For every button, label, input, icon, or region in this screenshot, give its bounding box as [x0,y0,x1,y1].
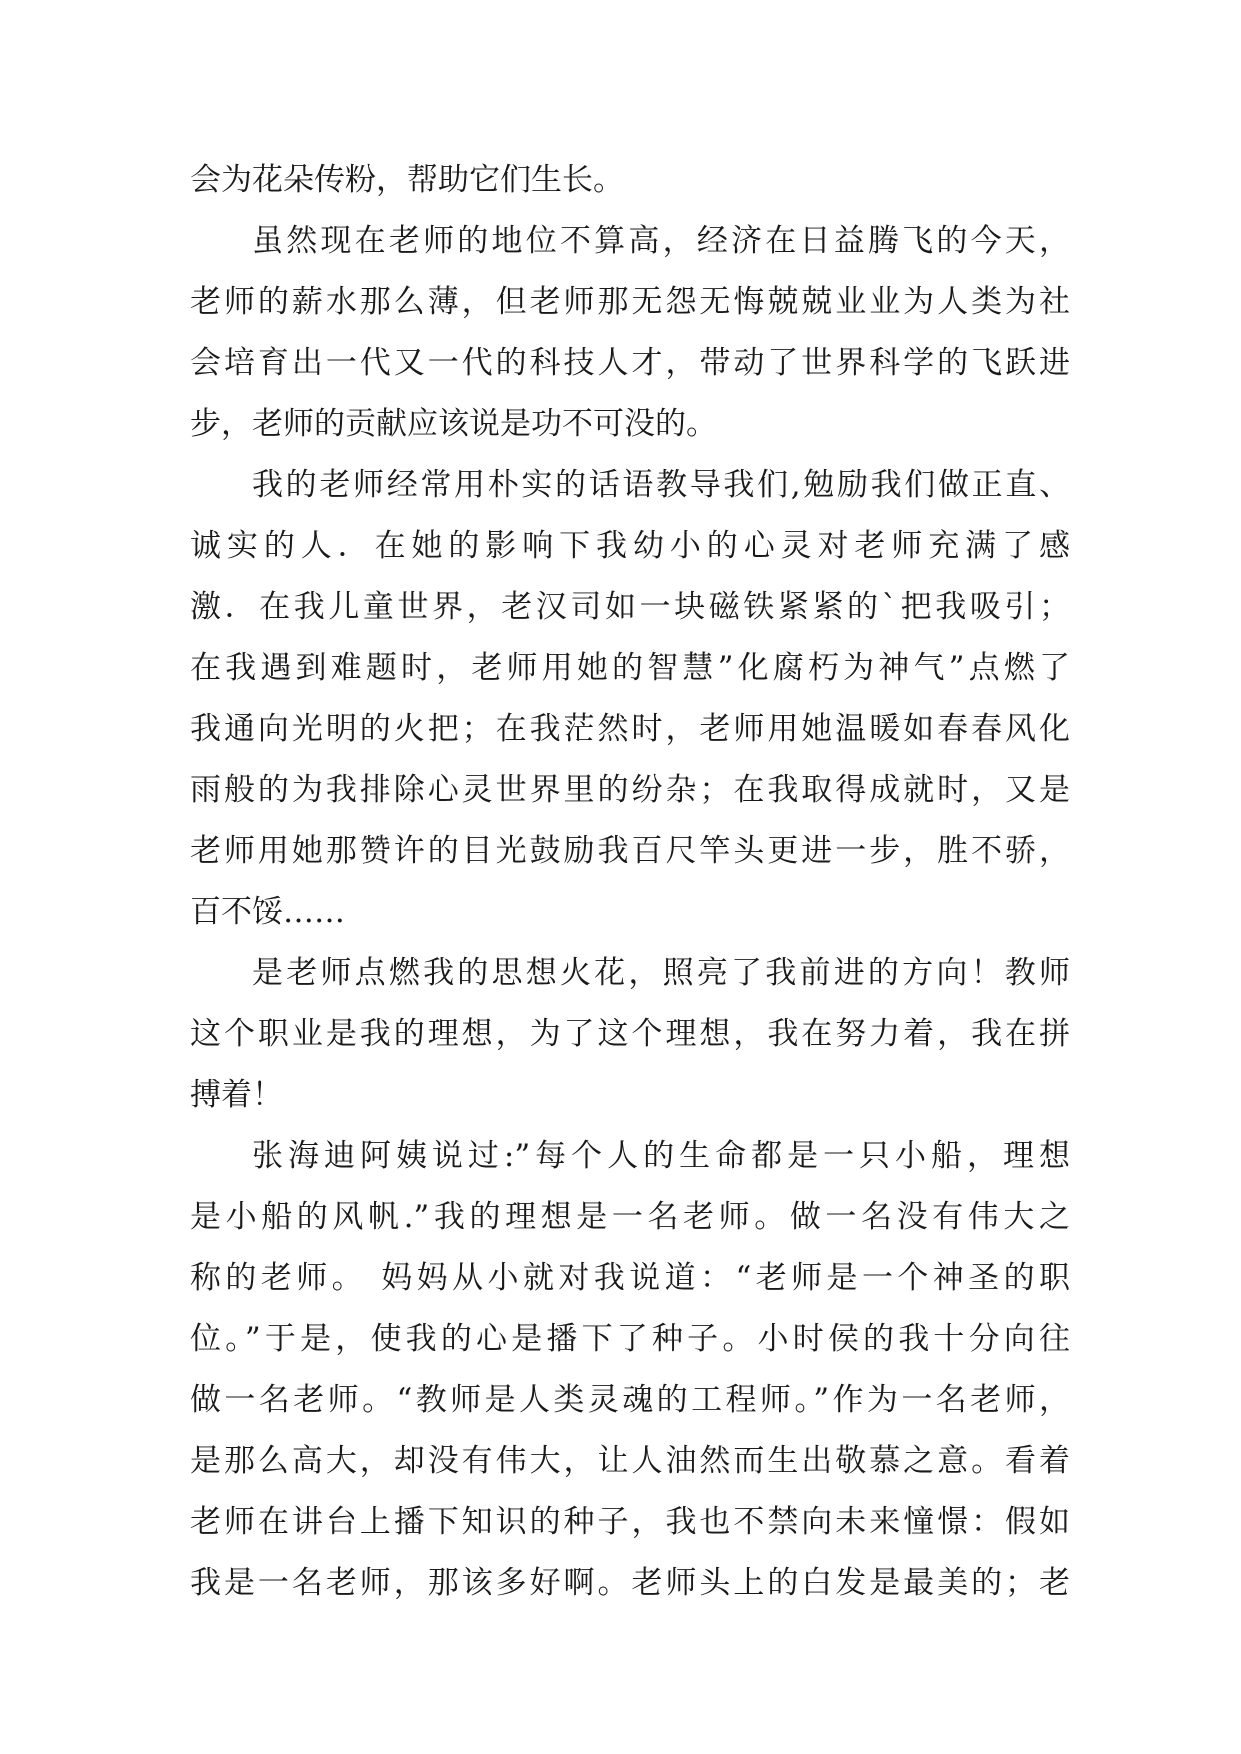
text-line: 老师用她那赞许的目光鼓励我百尺竿头更进一步，胜不骄， [190,833,1070,869]
paragraph-first-line: 是老师点燃我的思想火花，照亮了我前进的方向！教师 [252,955,1070,991]
text-line: 步，老师的贡献应该说是功不可没的。 [190,406,717,442]
text-line: 称的老师。 妈妈从小就对我说道：“老师是一个神圣的职 [190,1260,1070,1296]
text-line: 是那么高大，却没有伟大，让人油然而生出敬慕之意。看着 [190,1443,1070,1479]
text-line: 我通向光明的火把；在我茫然时，老师用她温暖如春春风化 [190,711,1070,747]
text-line: 诚实的人．在她的影响下我幼小的心灵对老师充满了感 [190,528,1070,564]
text-line: 我是一名老师，那该多好啊。老师头上的白发是最美的；老 [190,1565,1070,1601]
text-line: 做一名老师。“教师是人类灵魂的工程师。”作为一名老师， [190,1382,1070,1418]
text-line: 在我遇到难题时，老师用她的智慧”化腐朽为神气”点燃了 [190,650,1070,686]
text-line: 这个职业是我的理想，为了这个理想，我在努力着，我在拼 [190,1016,1070,1052]
text-line: 百不馁…… [190,894,345,930]
text-line: 激．在我儿童世界，老汉司如一块磁铁紧紧的`把我吸引； [190,589,1070,625]
text-line: 是小船的风帆.”我的理想是一名老师。做一名没有伟大之 [190,1199,1070,1235]
text-line: 老师的薪水那么薄，但老师那无怨无悔兢兢业业为人类为社 [190,284,1070,320]
paragraph-first-line: 张海迪阿姨说过:”每个人的生命都是一只小船，理想 [252,1138,1070,1174]
body-text [190,150,1070,1614]
text-line: 位。”于是，使我的心是播下了种子。小时侯的我十分向往 [190,1321,1070,1357]
text-line: 老师在讲台上播下知识的种子，我也不禁向未来憧憬：假如 [190,1504,1070,1540]
paragraph-first-line: 我的老师经常用朴实的话语教导我们,勉励我们做正直、 [252,467,1070,503]
text-line: 搏着！ [190,1077,283,1113]
paragraph-first-line: 虽然现在老师的地位不算高，经济在日益腾飞的今天， [252,223,1070,259]
text-line: 会为花朵传粉，帮助它们生长。 [190,162,624,198]
text-line: 会培育出一代又一代的科技人才，带动了世界科学的飞跃进 [190,345,1070,381]
text-line: 雨般的为我排除心灵世界里的纷杂；在我取得成就时，又是 [190,772,1070,808]
